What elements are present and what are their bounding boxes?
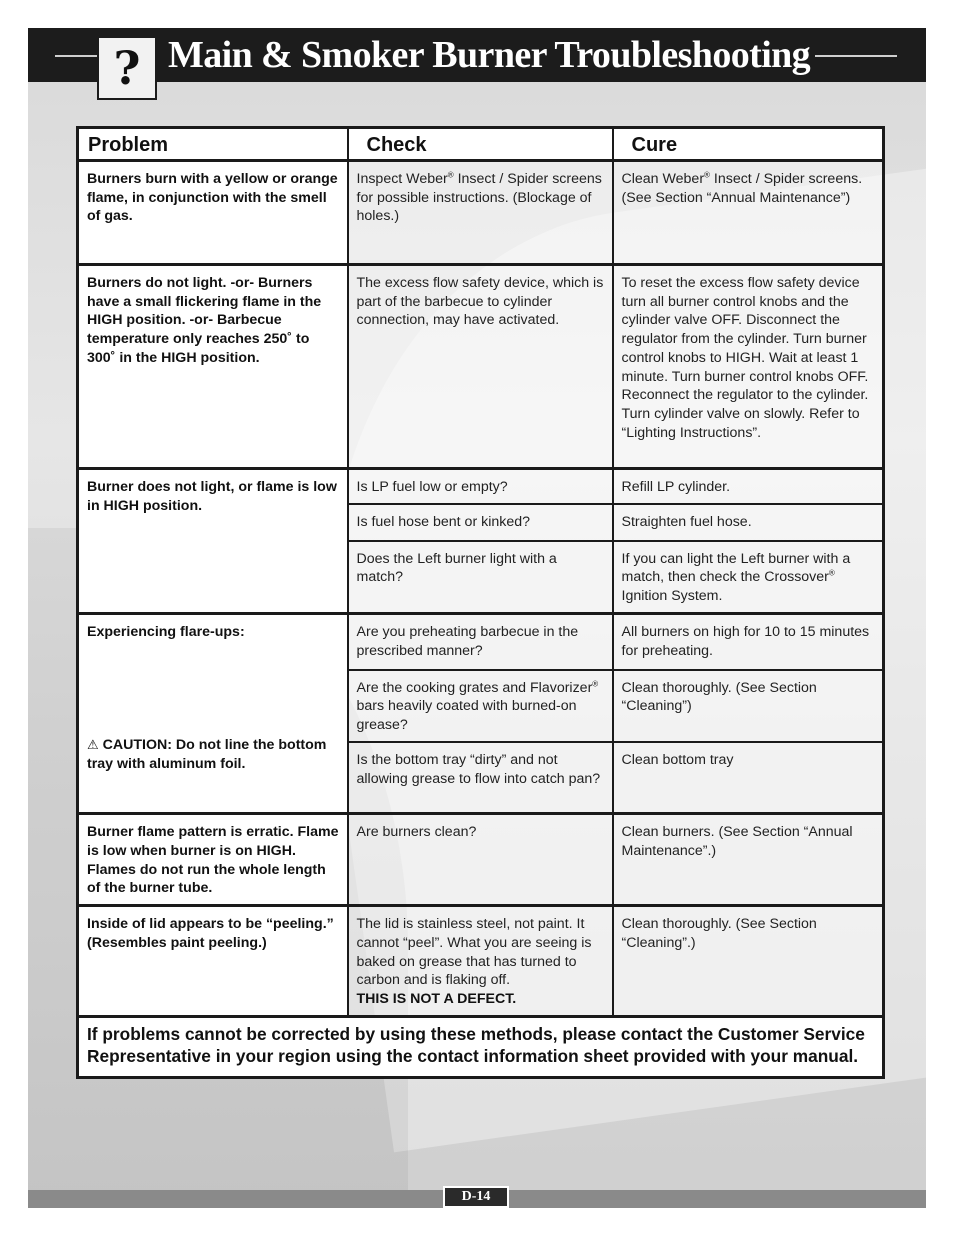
cure-cell: If you can light the Left burner with a match, then check the Crossover® Ignition System. xyxy=(613,541,884,614)
problem-cell xyxy=(78,614,348,814)
table-footer-row xyxy=(78,1016,884,1077)
cure-cell: Clean bottom tray xyxy=(613,742,884,814)
table-row xyxy=(78,814,884,906)
problem-cell: Inside of lid appears to be “peeling.” (Resembles paint peeling.) xyxy=(78,906,348,1017)
check-cell: Is fuel hose bent or kinked? xyxy=(348,504,613,541)
cure-cell: Clean thoroughly. (See Section “Cleaning”) xyxy=(613,670,884,742)
caution-note: ⚠ CAUTION: Do not line the bottom tray with aluminum foil. xyxy=(87,736,327,772)
table-row xyxy=(78,265,884,469)
check-cell: The excess flow safety device, which is part of the barbecue to cylinder connection, may have activated. xyxy=(348,265,613,469)
table-row xyxy=(78,161,884,265)
table-row xyxy=(78,614,884,670)
problem-cell: Burner does not light, or flame is low in HIGH position. xyxy=(78,469,348,614)
column-header-problem: Problem xyxy=(78,128,348,161)
cure-cell: All burners on high for 10 to 15 minutes for preheating. xyxy=(613,614,884,670)
page-number: D-14 xyxy=(443,1186,509,1208)
check-cell: Does the Left burner light with a match? xyxy=(348,541,613,614)
cure-cell: To reset the excess flow safety device turn all burner control knobs and the cylinder valve OFF. Disconnect the regulator from the cylinder. Turn burner control knobs to HIGH. Wait at least 1 minute. Turn burner control knobs OFF. Reconnect the regulator to the cylinder. Turn cylinder valve on slowly. Refer to “Lighting Instructions”. xyxy=(613,265,884,469)
check-cell: Are you preheating barbecue in the prescribed manner? xyxy=(348,614,613,670)
cure-cell: Clean Weber® Insect / Spider screens. (See Section “Annual Maintenance”) xyxy=(613,161,884,265)
contact-support-note: If problems cannot be corrected by using these methods, please contact the Customer Service Representative in your region using the contact information sheet provided with your manual. xyxy=(78,1016,884,1077)
header-rule-left xyxy=(55,55,97,57)
check-cell: Is the bottom tray “dirty” and not allowing grease to flow into catch pan? xyxy=(348,742,613,814)
problem-cell: Burners do not light. -or- Burners have a small flickering flame in the HIGH position. -or- Barbecue temperature only reaches 250˚ to 300˚ in the HIGH position. xyxy=(78,265,348,469)
problem-text: Experiencing flare-ups: xyxy=(87,624,245,641)
page-title: Main & Smoker Burner Troubleshooting xyxy=(168,34,811,76)
check-cell: Is LP fuel low or empty? xyxy=(348,469,613,504)
table-header-row xyxy=(78,128,884,161)
header-rule-right xyxy=(815,55,897,57)
check-cell: Are the cooking grates and Flavorizer® bars heavily coated with burned-on grease? xyxy=(348,670,613,742)
column-header-check: Check xyxy=(348,128,613,161)
question-mark-icon: ? xyxy=(97,36,157,100)
table-row xyxy=(78,469,884,504)
cure-cell: Clean thoroughly. (See Section “Cleaning”.) xyxy=(613,906,884,1017)
cure-cell: Refill LP cylinder. xyxy=(613,469,884,504)
warning-icon: ⚠ xyxy=(87,736,99,752)
check-cell: Inspect Weber® Insect / Spider screens for possible instructions. (Blockage of holes.) xyxy=(348,161,613,265)
not-a-defect-note: THIS IS NOT A DEFECT. xyxy=(356,990,517,1007)
problem-cell: Burners burn with a yellow or orange flame, in conjunction with the smell of gas. xyxy=(78,161,348,265)
cure-cell: Straighten fuel hose. xyxy=(613,504,884,541)
cure-cell: Clean burners. (See Section “Annual Maintenance”.) xyxy=(613,814,884,906)
table-row xyxy=(78,906,884,1017)
problem-cell: Burner flame pattern is erratic. Flame is low when burner is on HIGH. Flames do not run the whole length of the burner tube. xyxy=(78,814,348,906)
troubleshooting-table xyxy=(76,126,885,1079)
check-cell: Are burners clean? xyxy=(348,814,613,906)
check-cell: The lid is stainless steel, not paint. It cannot “peel”. What you are seeing is baked on grease that has turned to carbon and is flaking off. THIS IS NOT A DEFECT. xyxy=(348,906,613,1017)
column-header-cure: Cure xyxy=(613,128,884,161)
